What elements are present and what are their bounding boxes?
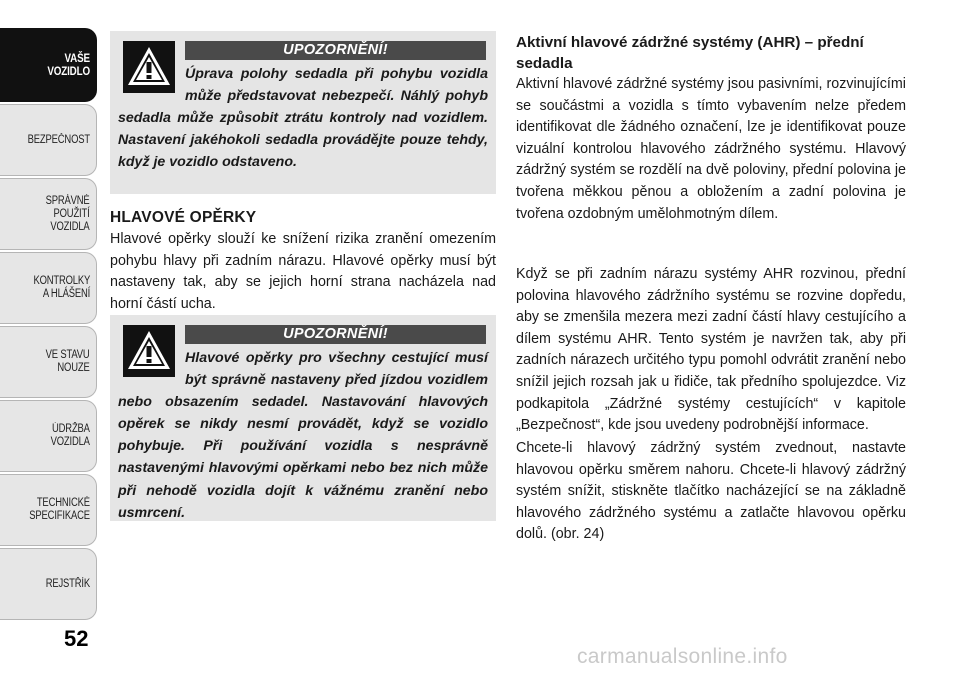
tab-spravne-pouziti[interactable] (0, 178, 97, 250)
tab-label: BEZPEČNOST (27, 133, 90, 146)
warning-heading: UPOZORNĚNÍ! (185, 325, 486, 344)
ahr-paragraph-1: Aktivní hlavové zádržné systémy jsou pasivními, rozvinujícími se součástmi a vozidla s tímto vybavením nelze předem identifikovat dle žádného označení, lze je identifikovat pouze vizuální kontrolou hlavového zádržného systému. Hlavový zádržný systém se rozdělí na dvě poloviny, přední polovina je tvořena měkkou pěnou a obložením a zadní polovina je tvořena ozdobným umělohmotným dílem. (516, 76, 906, 222)
tab-label: TECHNICKÉ SPECIFIKACE (29, 497, 90, 522)
section-paragraph: Hlavové opěrky slouží ke snížení rizika zranění omezením pohybu hlavy při zadním nárazu. Hlavové opěrky musí být nastaveny tak, aby se jejich horní strana nacházela nad horní částí ucha. (110, 231, 496, 312)
warning-box-seat (110, 31, 496, 194)
tab-technicke-specifikace[interactable] (0, 474, 97, 546)
tab-udrzba[interactable] (0, 400, 97, 472)
warning-heading: UPOZORNĚNÍ! (185, 41, 486, 60)
ahr-paragraph-3: Chcete-li hlavový zádržný systém zvednout, nastavte hlavovou opěrku směrem nahoru. Chcete-li hlavový zádržný systém snížit, stiskněte tlačítko nacházející se na základně hlavového zádržného systému a zatlačte hlavovou opěrku dolů. (obr. 24) (516, 440, 906, 543)
tab-label: KONTROLKY A HLÁŠENÍ (33, 275, 90, 300)
warning-box-headrest (110, 315, 496, 521)
ahr-title: Aktivní hlavové zádržné systémy (AHR) – přední sedadla (516, 34, 864, 72)
tab-label: VE STAVU NOUZE (46, 349, 90, 374)
tab-label: VAŠE VOZIDLO (47, 51, 90, 78)
sidebar-tabs (0, 0, 100, 678)
tab-vase-vozidlo[interactable] (0, 28, 97, 102)
section-title: HLAVOVÉ OPĚRKY (110, 209, 257, 226)
tab-label: ÚDRŽBA VOZIDLA (50, 423, 90, 448)
tab-kontrolky[interactable] (0, 252, 97, 324)
warning-text: Úprava polohy sedadla při pohybu vozidla může představovat nebezpečí. Náhlý pohyb sedadla může způsobit ztrátu kontroly nad vozidlem. Nastavení jakéhokoli sedadla provádějte pouze tehdy, když je vozidlo odstaveno. (118, 66, 488, 171)
tab-rejstrik[interactable] (0, 548, 97, 620)
tab-bezpecnost[interactable] (0, 104, 97, 176)
tab-label: SPRÁVNÉ POUŽITÍ VOZIDLA (46, 194, 90, 233)
warning-text: Hlavové opěrky pro všechny cestující musí být správně nastaveny před jízdou vozidlem nebo obsazením sedadel. Nastavování hlavových opěrek se nikdy nesmí provádět, když se vozidlo pohybuje. Při používání vozidla s nesprávně nastavenými hlavovými opěrkami nebo bez nich může při nehodě vozidla dojít k vážnému zranění nebo usmrcení. (118, 350, 488, 521)
page-number: 52 (64, 626, 89, 651)
ahr-paragraph-2: Když se při zadním nárazu systémy AHR rozvinou, přední polovina hlavového zádržního systému se rozvine dopředu, aby se zmenšila mezera mezi zadní částí hlavy cestujícího a dílem systému AHR. Tento systém je navržen tak, aby při zadních nárazech určitého typu pomohl odvrátit zranění nebo snížil jejich rozsah jak u řidiče, tak předního spolujezdce. Viz podkapitola „Zádržné systémy cestujících“ v kapitole „Bezpečnost“, kde jsou uvedeny podrobnější informace. (516, 266, 906, 434)
watermark: carmanualsonline.info (577, 645, 788, 668)
tab-ve-stavu-nouze[interactable] (0, 326, 97, 398)
tab-label: REJSTŘÍK (45, 577, 90, 590)
